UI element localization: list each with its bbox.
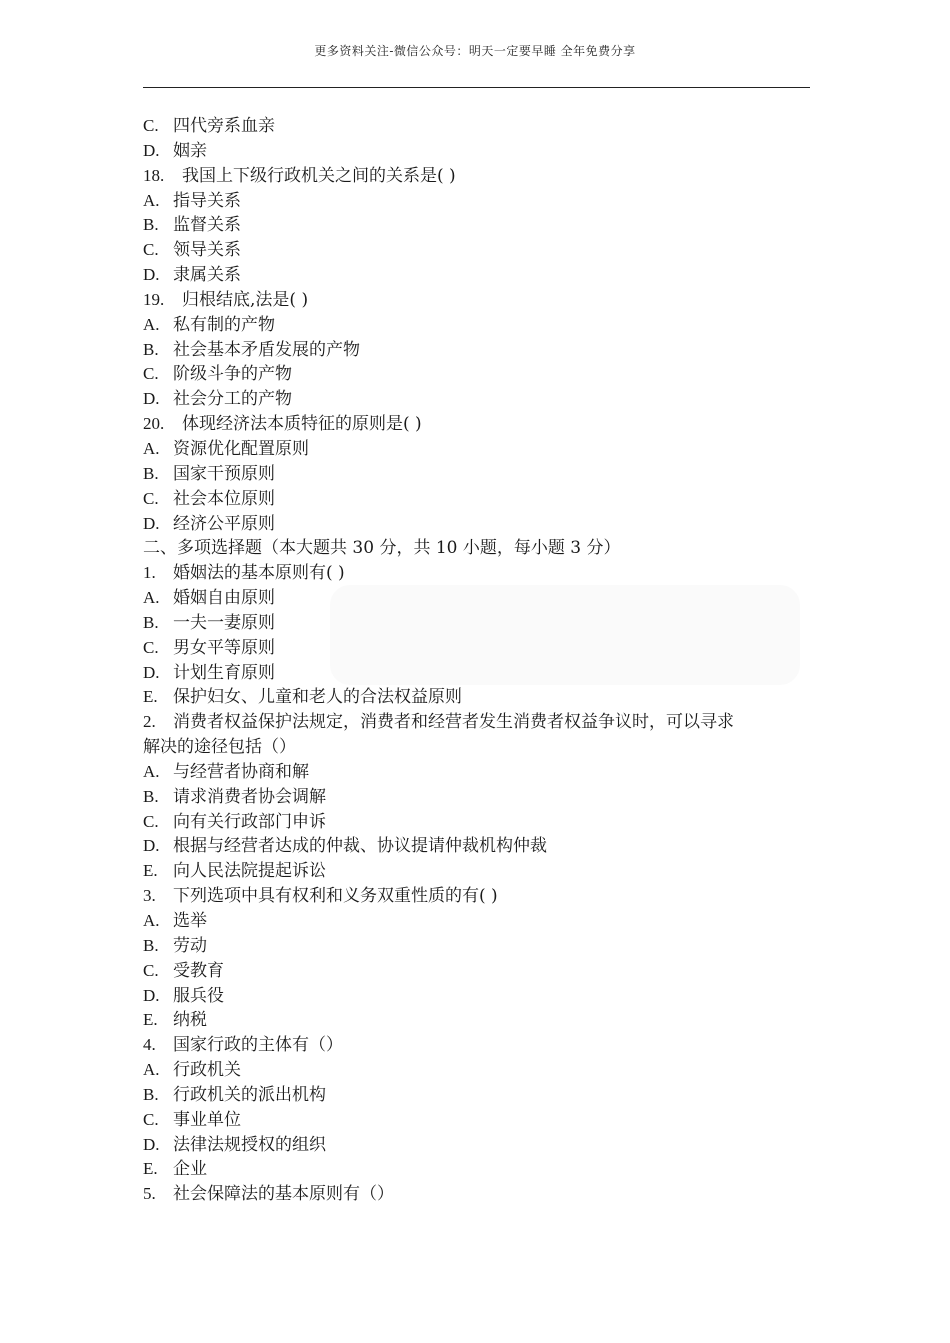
line-text: 解决的途径包括（） xyxy=(143,737,296,758)
question-line xyxy=(143,1008,815,1033)
line-label: E. xyxy=(143,1159,158,1179)
line-text: 隶属关系 xyxy=(173,265,241,286)
line-text: 受教育 xyxy=(173,960,224,981)
header-divider xyxy=(143,87,810,88)
line-label: D. xyxy=(143,513,160,533)
line-label: D. xyxy=(143,985,160,1005)
line-label: D. xyxy=(143,389,160,409)
question-line xyxy=(143,437,815,462)
line-label: E. xyxy=(143,687,158,707)
question-line xyxy=(143,1083,815,1108)
question-line xyxy=(143,984,815,1009)
line-text: 法律法规授权的组织 xyxy=(173,1134,326,1155)
question-line xyxy=(143,512,815,537)
line-text: 经济公平原则 xyxy=(173,513,275,534)
line-text: 二、多项选择题（本大题共 30 分，共 10 小题，每小题 3 分） xyxy=(143,538,621,559)
line-text: 归根结底,法是( ) xyxy=(182,289,309,310)
line-text: 资源优化配置原则 xyxy=(173,438,309,459)
line-label: 4. xyxy=(143,1035,156,1055)
line-text: 婚姻法的基本原则有( ) xyxy=(173,563,345,584)
line-text: 四代旁系血亲 xyxy=(173,116,275,136)
line-text: 国家行政的主体有（） xyxy=(173,1035,343,1056)
question-line xyxy=(143,859,815,884)
line-label: B. xyxy=(143,339,159,359)
text-line xyxy=(143,536,815,561)
line-text: 私有制的产物 xyxy=(173,314,275,335)
question-line xyxy=(143,338,815,363)
line-text: 行政机关 xyxy=(173,1060,241,1081)
line-label: D. xyxy=(143,836,160,856)
line-text: 向人民法院提起诉讼 xyxy=(173,861,326,882)
line-label: A. xyxy=(143,314,160,334)
question-line xyxy=(143,288,815,313)
question-line xyxy=(143,636,815,661)
line-label: D. xyxy=(143,662,160,682)
question-line xyxy=(143,760,815,785)
line-text: 我国上下级行政机关之间的关系是( ) xyxy=(182,165,456,186)
line-text: 社会本位原则 xyxy=(173,488,275,509)
line-text: 阶级斗争的产物 xyxy=(173,364,292,385)
line-label: B. xyxy=(143,215,159,235)
line-text: 姻亲 xyxy=(173,140,207,161)
line-text: 消费者权益保护法规定，消费者和经营者发生消费者权益争议时，可以寻求 xyxy=(173,712,734,733)
line-label: B. xyxy=(143,935,159,955)
question-line xyxy=(143,810,815,835)
line-text: 下列选项中具有权利和义务双重性质的有( ) xyxy=(173,886,498,907)
line-text: 服兵役 xyxy=(173,985,224,1006)
line-text: 事业单位 xyxy=(173,1109,241,1130)
page-header-banner: 更多资料关注-微信公众号：明天一定要早睡 全年免费分享 xyxy=(314,44,636,58)
line-text: 计划生育原则 xyxy=(173,662,275,683)
line-label: E. xyxy=(143,861,158,881)
question-line xyxy=(143,412,815,437)
question-line xyxy=(143,934,815,959)
line-text: 社会分工的产物 xyxy=(173,389,292,410)
line-label: C. xyxy=(143,960,159,980)
question-line xyxy=(143,189,815,214)
line-label: A. xyxy=(143,588,160,608)
line-label: A. xyxy=(143,911,160,930)
line-text: 一夫一妻原则 xyxy=(173,612,275,633)
line-label: C. xyxy=(143,811,159,831)
question-line xyxy=(143,561,815,586)
question-line xyxy=(143,1182,815,1207)
question-line xyxy=(143,834,815,859)
question-line xyxy=(143,462,815,487)
question-line xyxy=(143,362,815,387)
question-line xyxy=(143,685,815,710)
line-label: C. xyxy=(143,364,159,384)
question-line xyxy=(143,884,815,909)
line-text: 请求消费者协会调解 xyxy=(173,786,326,807)
line-text: 企业 xyxy=(173,1159,207,1180)
question-line xyxy=(143,909,815,934)
line-label: C. xyxy=(143,637,159,657)
question-line xyxy=(143,1157,815,1182)
question-line xyxy=(143,313,815,338)
line-text: 社会基本矛盾发展的产物 xyxy=(173,339,360,360)
question-line xyxy=(143,1033,815,1058)
question-line xyxy=(143,164,815,189)
line-text: 根据与经营者达成的仲裁、协议提请仲裁机构仲裁 xyxy=(173,836,547,857)
line-text: 向有关行政部门申诉 xyxy=(173,811,326,832)
line-text: 婚姻自由原则 xyxy=(173,588,275,609)
question-line xyxy=(143,1133,815,1158)
line-text: 监督关系 xyxy=(173,215,241,236)
document-body xyxy=(143,114,815,1207)
text-line xyxy=(143,735,815,760)
line-label: 18. xyxy=(143,165,165,185)
question-line xyxy=(143,611,815,636)
question-line xyxy=(143,710,815,735)
line-text: 社会保障法的基本原则有（） xyxy=(173,1184,394,1205)
question-line xyxy=(143,1108,815,1133)
question-line xyxy=(143,785,815,810)
question-line xyxy=(143,959,815,984)
line-label: E. xyxy=(143,1010,158,1030)
line-label: 5. xyxy=(143,1184,156,1204)
line-label: A. xyxy=(143,761,160,781)
line-label: D. xyxy=(143,1134,160,1154)
line-text: 选举 xyxy=(173,911,207,931)
question-line xyxy=(143,661,815,686)
line-label: 3. xyxy=(143,886,156,906)
question-line xyxy=(143,1058,815,1083)
line-label: 2. xyxy=(143,712,156,732)
line-label: 19. xyxy=(143,289,165,309)
line-label: 20. xyxy=(143,414,165,434)
question-line xyxy=(143,139,815,164)
line-text: 国家干预原则 xyxy=(173,463,275,484)
line-label: A. xyxy=(143,1060,160,1080)
line-text: 与经营者协商和解 xyxy=(173,761,309,782)
question-line xyxy=(143,387,815,412)
question-line xyxy=(143,114,815,139)
line-text: 领导关系 xyxy=(173,240,241,261)
question-line xyxy=(143,263,815,288)
line-text: 劳动 xyxy=(173,935,207,956)
line-text: 纳税 xyxy=(173,1010,207,1031)
line-label: D. xyxy=(143,140,160,160)
line-label: B. xyxy=(143,612,159,632)
question-line xyxy=(143,487,815,512)
line-text: 指导关系 xyxy=(173,190,241,211)
line-label: 1. xyxy=(143,563,156,583)
line-label: C. xyxy=(143,488,159,508)
question-line xyxy=(143,213,815,238)
line-label: B. xyxy=(143,463,159,483)
question-line xyxy=(143,238,815,263)
line-text: 男女平等原则 xyxy=(173,637,275,658)
line-label: A. xyxy=(143,190,160,210)
line-label: B. xyxy=(143,1084,159,1104)
line-text: 保护妇女、儿童和老人的合法权益原则 xyxy=(173,687,462,708)
line-label: C. xyxy=(143,1109,159,1129)
line-label: A. xyxy=(143,438,160,458)
line-label: C. xyxy=(143,116,159,135)
line-text: 体现经济法本质特征的原则是( ) xyxy=(182,414,422,435)
line-label: B. xyxy=(143,786,159,806)
line-text: 行政机关的派出机构 xyxy=(173,1084,326,1105)
line-label: C. xyxy=(143,240,159,260)
line-label: D. xyxy=(143,265,160,285)
question-line xyxy=(143,586,815,611)
